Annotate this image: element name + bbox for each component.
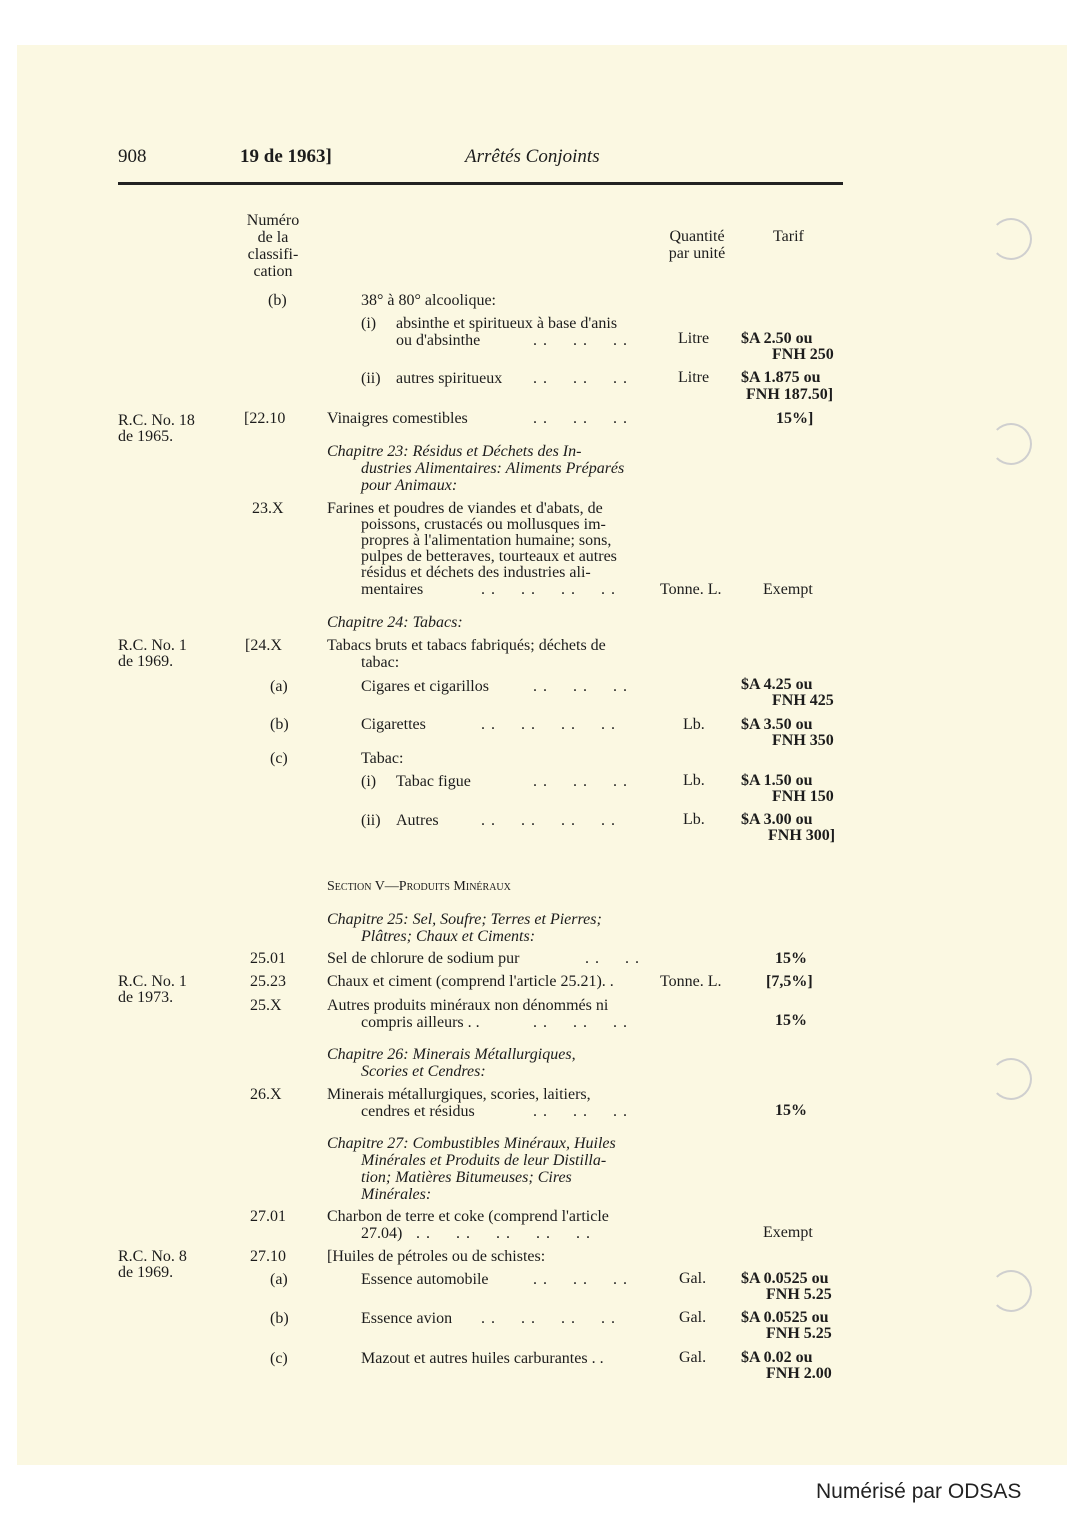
column-heading-quantity: Quantité par unité <box>668 228 726 262</box>
row-code: [22.10 <box>244 410 286 427</box>
row-tariff: $A 0.0525 ou <box>741 1270 829 1287</box>
chapter-heading: Chapitre 24: Tabacs: <box>327 614 463 631</box>
chapter-heading: Chapitre 23: Résidus et Déchets des In- <box>327 443 582 460</box>
row-description: Essence avion <box>361 1310 453 1327</box>
row-description: Tabac figue <box>396 773 471 790</box>
chapter-heading: Plâtres; Chaux et Ciments: <box>361 928 536 945</box>
leader-dots: . . . . . . <box>533 370 628 387</box>
row-description: ou d'absinthe <box>396 332 481 349</box>
leader-dots: . . . . . . . . . . <box>416 1225 591 1242</box>
row-tariff: FNH 425 <box>772 692 834 709</box>
row-description: Farines et poudres de viandes et d'abats, de <box>327 500 603 517</box>
row-description: Mazout et autres huiles carburantes . . <box>361 1350 604 1367</box>
row-description: autres spiritueux <box>396 370 503 387</box>
row-description: [Huiles de pétroles ou de schistes: <box>327 1248 546 1265</box>
row-description: Minerais métallurgiques, scories, laitiers, <box>327 1086 591 1103</box>
row-tariff: FNH 250 <box>772 346 834 363</box>
row-code: (a) <box>270 1271 288 1288</box>
leader-dots: . . . . . . . . <box>481 716 616 733</box>
column-heading-classification: Numéro de la classifi- cation <box>246 212 300 280</box>
row-description: Autres produits minéraux non dénommés ni <box>327 997 609 1014</box>
chapter-heading: Chapitre 25: Sel, Soufre; Terres et Pierres; <box>327 911 602 928</box>
row-tariff: $A 3.50 ou <box>741 716 813 733</box>
row-tariff: FNH 300] <box>768 827 836 844</box>
row-description: Cigares et cigarillos <box>361 678 489 695</box>
chapter-heading: Minérales: <box>361 1186 432 1203</box>
row-description: Tabacs bruts et tabacs fabriqués; déchets de <box>327 637 606 654</box>
header-rule <box>118 182 843 185</box>
row-tariff: Exempt <box>763 1224 813 1241</box>
punch-hole <box>990 1270 1032 1312</box>
row-description: Vinaigres comestibles <box>327 410 468 427</box>
legal-reference: R.C. No. 1 <box>118 973 187 990</box>
row-tariff: Exempt <box>763 581 813 598</box>
row-description: 38° à 80° alcoolique: <box>361 292 496 309</box>
row-tariff: [7,5%] <box>766 973 813 990</box>
chapter-heading: Chapitre 27: Combustibles Minéraux, Huiles <box>327 1135 616 1152</box>
row-description: Autres <box>396 812 439 829</box>
row-description: propres à l'alimentation humaine; sons, <box>361 532 612 549</box>
row-code: 25.X <box>250 997 282 1014</box>
row-tariff: 15% <box>775 1012 807 1029</box>
row-description: 27.04) <box>361 1225 403 1242</box>
row-description: compris ailleurs . . <box>361 1014 480 1031</box>
legal-reference: R.C. No. 1 <box>118 637 187 654</box>
punch-hole <box>990 218 1032 260</box>
document-reference: 19 de 1963] <box>240 146 332 167</box>
chapter-heading: Chapitre 26: Minerais Métallurgiques, <box>327 1046 576 1063</box>
row-description: cendres et résidus <box>361 1103 475 1120</box>
punch-hole <box>990 1058 1032 1100</box>
row-description: Charbon de terre et coke (comprend l'article <box>327 1208 609 1225</box>
row-code: 27.01 <box>250 1208 286 1225</box>
row-tariff: 15%] <box>776 410 814 427</box>
leader-dots: . . . . . . <box>533 1103 628 1120</box>
row-description: Sel de chlorure de sodium pur <box>327 950 520 967</box>
chapter-heading: Minérales et Produits de leur Distilla- <box>361 1152 607 1169</box>
row-code: (c) <box>270 1350 288 1367</box>
leader-dots: . . . . . . <box>533 410 628 427</box>
row-tariff: $A 1.50 ou <box>741 772 813 789</box>
legal-reference: de 1969. <box>118 653 174 670</box>
leader-dots: . . . . . . <box>533 1014 628 1031</box>
legal-reference: de 1969. <box>118 1264 174 1281</box>
row-description: Cigarettes <box>361 716 426 733</box>
row-quantity: Gal. <box>679 1309 707 1326</box>
chapter-heading: tion; Matières Bitumeuses; Cires <box>361 1169 572 1186</box>
leader-dots: . . . . . . <box>533 773 628 790</box>
row-quantity: Lb. <box>683 772 705 789</box>
row-tariff: FNH 187.50] <box>746 386 834 403</box>
digitization-credit: Numérisé par ODSAS <box>816 1480 1022 1503</box>
row-description: mentaires <box>361 581 424 598</box>
row-description: Essence automobile <box>361 1271 489 1288</box>
row-description: poissons, crustacés ou mollusques im- <box>361 516 606 533</box>
row-tariff: $A 1.875 ou <box>741 369 821 386</box>
row-code: (a) <box>270 678 288 695</box>
leader-dots: . . . . . . . . <box>481 812 616 829</box>
leader-dots: . . . . . . <box>533 332 628 349</box>
legal-reference: de 1973. <box>118 989 174 1006</box>
column-heading-tariff: Tarif <box>773 228 804 245</box>
row-quantity: Litre <box>678 330 710 347</box>
row-code: 25.01 <box>250 950 286 967</box>
row-code: 27.10 <box>250 1248 286 1265</box>
chapter-heading: dustries Alimentaires: Aliments Préparés <box>361 460 625 477</box>
legal-reference: de 1965. <box>118 428 174 445</box>
leader-dots: . . . . <box>585 950 640 967</box>
row-quantity: Lb. <box>683 716 705 733</box>
row-code: 26.X <box>250 1086 282 1103</box>
row-tariff: FNH 350 <box>772 732 834 749</box>
sub-marker: (i) <box>361 773 377 790</box>
row-tariff: $A 2.50 ou <box>741 330 813 347</box>
row-tariff: FNH 2.00 <box>766 1365 832 1382</box>
chapter-heading: Scories et Cendres: <box>361 1063 486 1080</box>
row-quantity: Lb. <box>683 811 705 828</box>
row-tariff: FNH 150 <box>772 788 834 805</box>
row-tariff: 15% <box>775 950 807 967</box>
running-title: Arrêtés Conjoints <box>465 146 600 167</box>
row-quantity: Tonne. L. <box>660 581 722 598</box>
row-code: (b) <box>268 292 287 309</box>
row-code: 25.23 <box>250 973 286 990</box>
row-code: (c) <box>270 750 288 767</box>
row-tariff: FNH 5.25 <box>766 1286 832 1303</box>
legal-reference: R.C. No. 8 <box>118 1248 187 1265</box>
row-code: (b) <box>270 1310 289 1327</box>
row-tariff: $A 3.00 ou <box>741 811 813 828</box>
row-quantity: Litre <box>678 369 710 386</box>
row-tariff: $A 4.25 ou <box>741 676 813 693</box>
row-description: pulpes de betteraves, tourteaux et autres <box>361 548 617 565</box>
leader-dots: . . . . . . <box>533 1271 628 1288</box>
row-code: (b) <box>270 716 289 733</box>
sub-marker: (ii) <box>361 370 381 387</box>
page-number: 908 <box>118 146 147 167</box>
row-tariff: $A 0.0525 ou <box>741 1309 829 1326</box>
sub-marker: (i) <box>361 315 377 332</box>
row-description: absinthe et spiritueux à base d'anis <box>396 315 618 332</box>
punch-hole <box>990 423 1032 465</box>
row-quantity: Gal. <box>679 1270 707 1287</box>
legal-reference: R.C. No. 18 <box>118 412 195 429</box>
row-description: résidus et déchets des industries ali- <box>361 564 591 581</box>
row-description: Tabac: <box>361 750 404 767</box>
row-quantity: Gal. <box>679 1349 707 1366</box>
leader-dots: . . . . . . . . <box>481 1310 616 1327</box>
row-tariff: 15% <box>775 1102 807 1119</box>
leader-dots: . . . . . . . . <box>481 581 616 598</box>
row-quantity: Tonne. L. <box>660 973 722 990</box>
row-code: 23.X <box>252 500 284 517</box>
sub-marker: (ii) <box>361 812 381 829</box>
section-heading: Section V—Produits Minéraux <box>327 879 511 894</box>
row-code: [24.X <box>245 637 282 654</box>
row-description: Chaux et ciment (comprend l'article 25.21). . <box>327 973 614 990</box>
leader-dots: . . . . . . <box>533 678 628 695</box>
chapter-heading: pour Animaux: <box>361 477 458 494</box>
row-description: tabac: <box>361 654 400 671</box>
row-tariff: $A 0.02 ou <box>741 1349 813 1366</box>
row-tariff: FNH 5.25 <box>766 1325 832 1342</box>
